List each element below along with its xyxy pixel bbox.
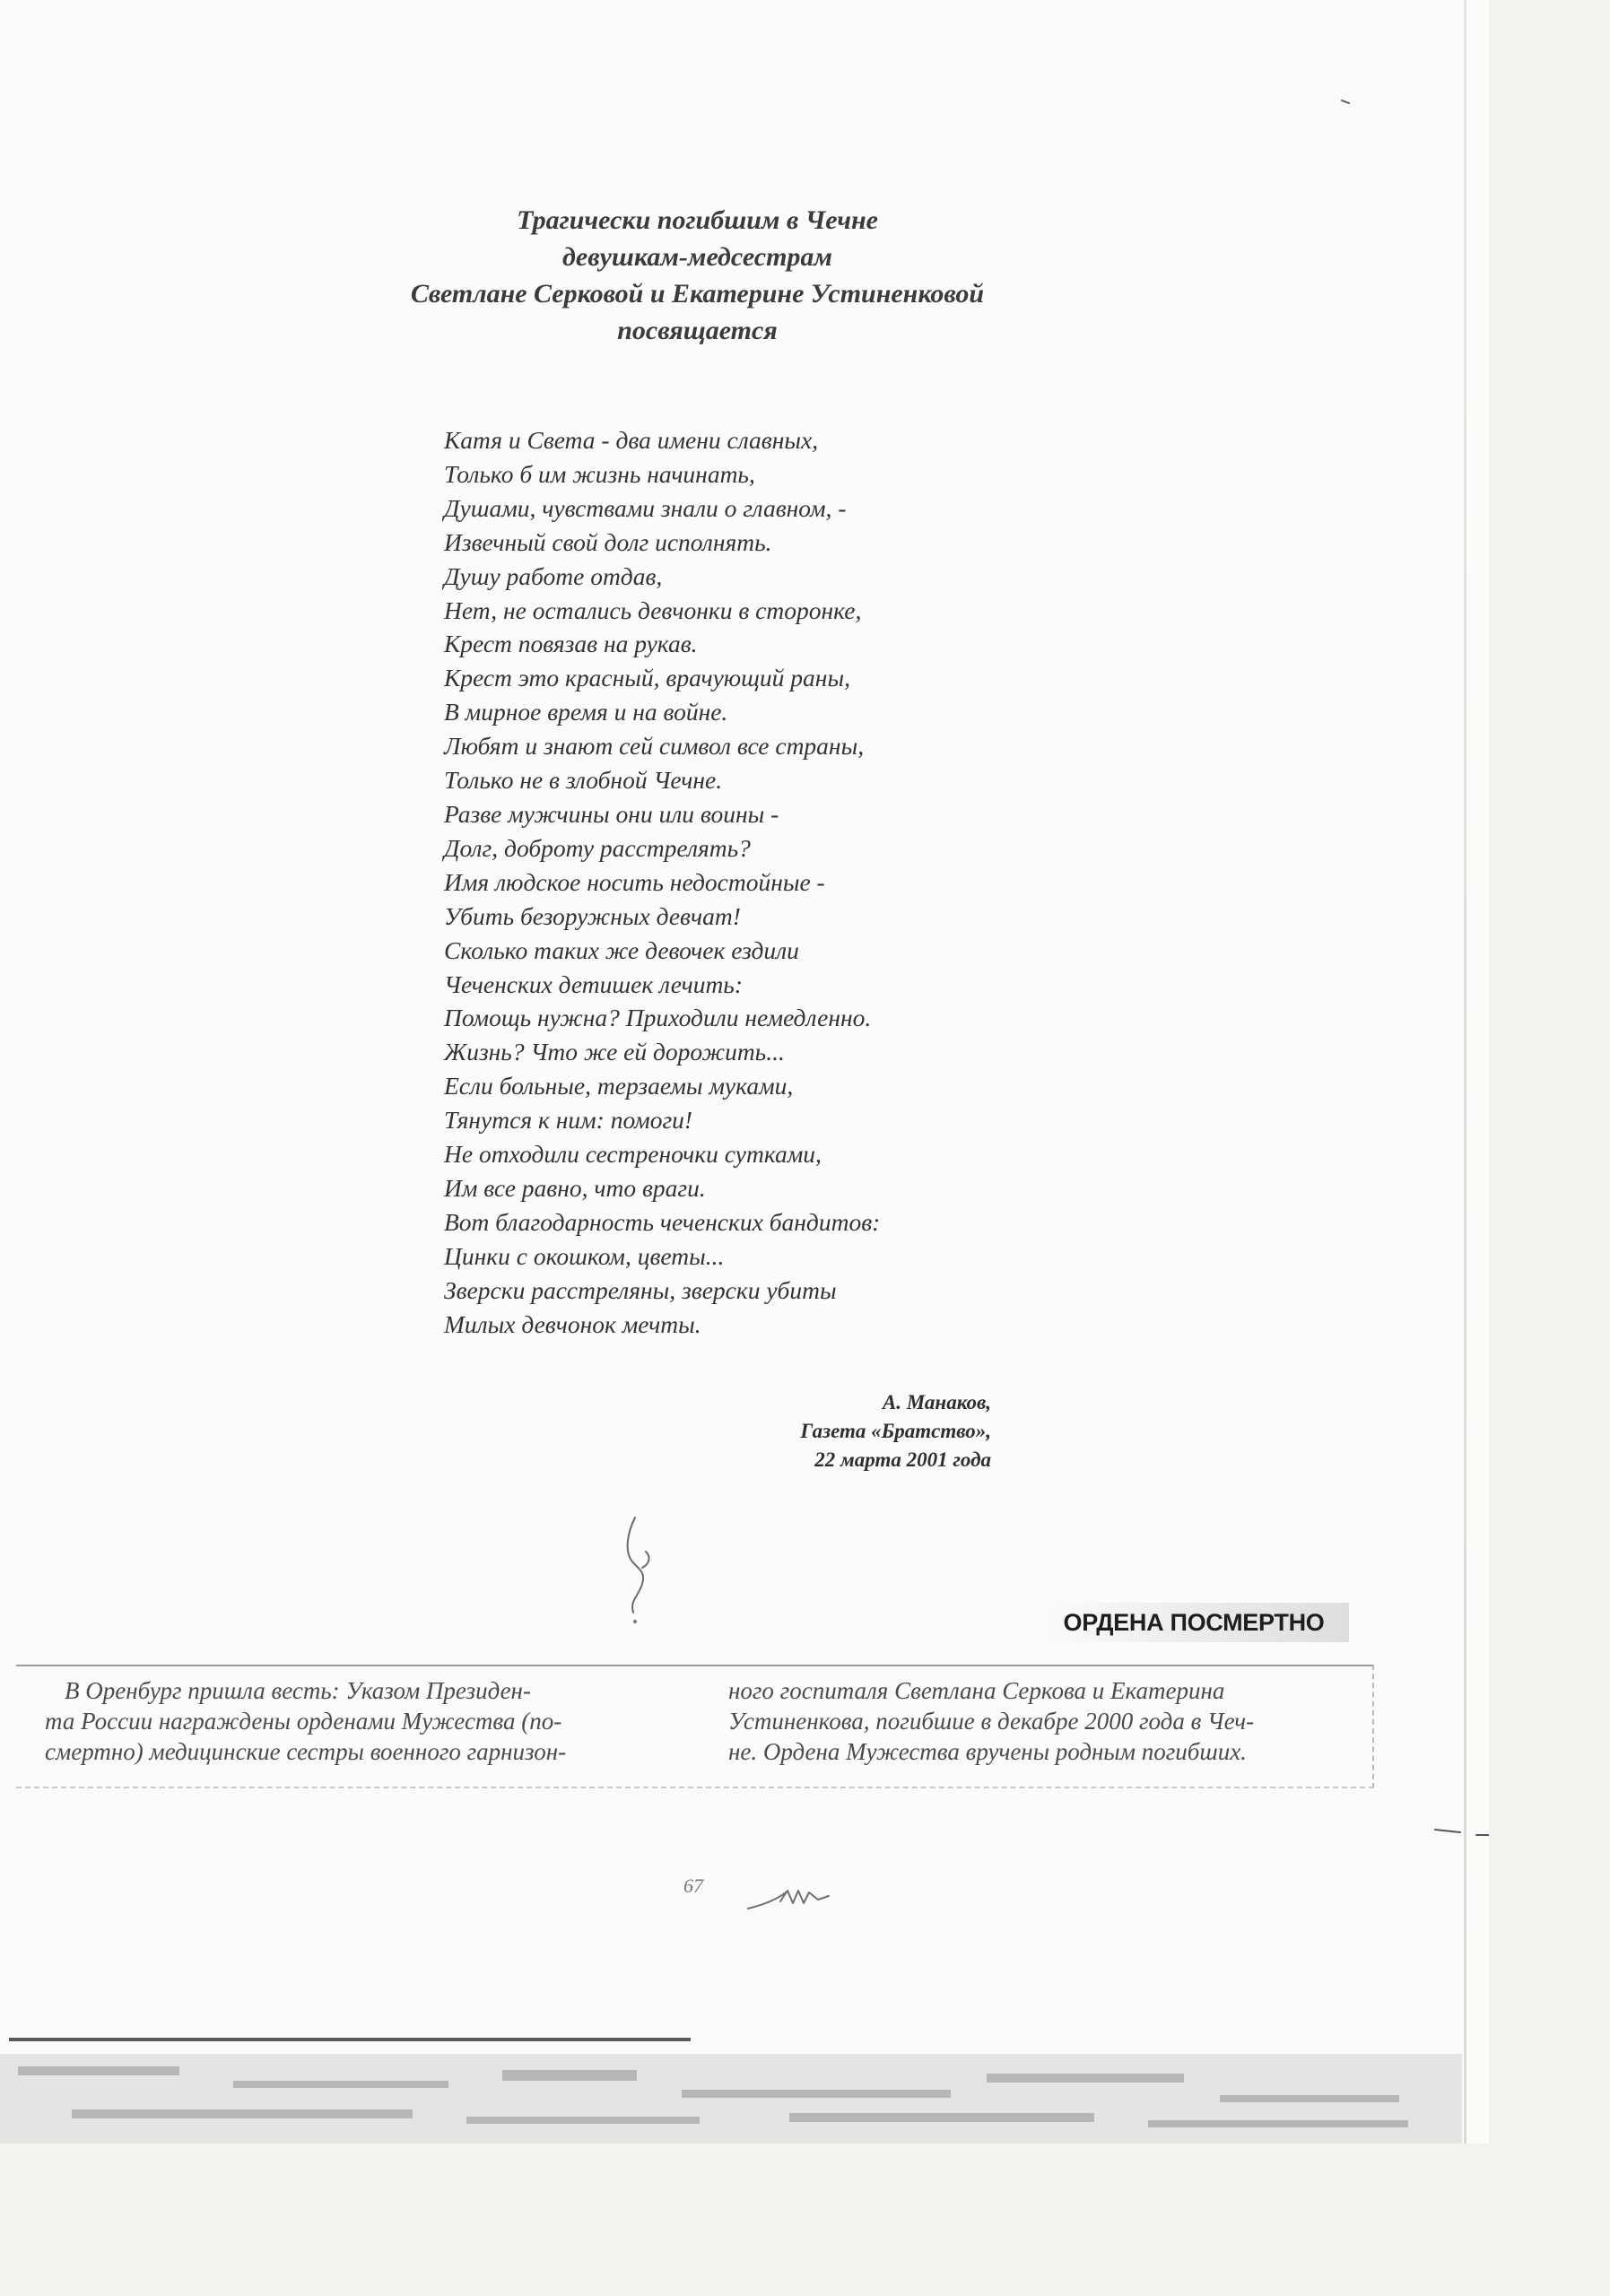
poem-line: Помощь нужна? Приходили немедленно. <box>444 1004 872 1032</box>
clipping-line: Устиненкова, погибшие в декабре 2000 года в Чеч- <box>728 1708 1255 1735</box>
clipping-column-left <box>45 1675 673 1767</box>
poem-line: Разве мужчины они или воины - <box>444 799 779 828</box>
poem-line: Чеченских детишек лечить: <box>444 970 743 998</box>
poem-line: Убить безоружных девчат! <box>444 901 741 930</box>
poem-line: Долг, доброту расстрелять? <box>444 833 751 862</box>
poem-line: В мирное время и на войне. <box>444 698 728 726</box>
clipping-line: ного госпиталя Светлана Серкова и Екатерина <box>728 1677 1225 1704</box>
poem-line: Имя людское носить недостойные - <box>444 867 825 896</box>
page-number: 67 <box>683 1874 703 1897</box>
ink-mark-icon <box>615 1514 660 1631</box>
poem-line: Цинки с окошком, цветы... <box>444 1241 725 1270</box>
dedication-line: Светлане Серковой и Екатерине Устиненковой <box>410 279 985 309</box>
poem-line: Только не в злобной Чечне. <box>444 766 723 795</box>
poem-line: Если больные, терзаемы муками, <box>444 1072 794 1100</box>
clipping-column-right <box>728 1675 1361 1767</box>
poem-line: Сколько таких же девочек ездили <box>444 935 799 964</box>
clipping-line: та России награждены орденами Мужества (по- <box>45 1708 562 1735</box>
clipping-line: В Оренбург пришла весть: Указом Президен- <box>65 1677 531 1704</box>
poem-line: Вот благодарность чеченских бандитов: <box>444 1207 881 1236</box>
poem-line: Зверски расстреляны, зверски убиты <box>444 1275 837 1304</box>
poem-line: Крест повязав на рукав. <box>444 630 698 658</box>
signature-source: Газета «Братство», <box>800 1420 991 1442</box>
dedication-line: девушкам-медсестрам <box>562 242 832 272</box>
poem-line: Душу работе отдав, <box>444 561 663 590</box>
clipping-line: смертно) медицинские сестры военного гарнизон- <box>45 1738 567 1765</box>
poem-signature <box>628 1388 991 1474</box>
poem <box>444 423 1072 1341</box>
signature-date: 22 марта 2001 года <box>814 1448 991 1471</box>
poem-line: Жизнь? Что же ей дорожить... <box>444 1038 785 1066</box>
scan-noise-band <box>0 2027 1462 2144</box>
dedication-line: посвящается <box>617 316 778 345</box>
poem-line: Нет, не остались девчонки в сторонке, <box>444 596 862 624</box>
clipping-line: не. Ордена Мужества вручены родным погибших. <box>728 1738 1247 1765</box>
poem-line: Им все равно, что враги. <box>444 1173 706 1202</box>
scribble-icon <box>744 1882 852 1918</box>
clipping-heading: ОРДЕНА ПОСМЕРТНО <box>1039 1603 1349 1642</box>
poem-line: Не отходили сестреночки сутками, <box>444 1140 822 1169</box>
poem-line: Любят и знают сей символ все страны, <box>444 732 865 761</box>
poem-line: Только б им жизнь начинать, <box>444 459 755 488</box>
poem-line: Милых девчонок мечты. <box>444 1309 701 1338</box>
signature-author: А. Манаков, <box>882 1391 991 1413</box>
poem-line: Тянутся к ним: помоги! <box>444 1106 693 1135</box>
poem-line: Душами, чувствами знали о главном, - <box>444 493 847 522</box>
dedication-heading <box>251 202 1144 349</box>
poem-line: Катя и Света - два имени славных, <box>444 426 819 454</box>
dedication-line: Трагически погибшим в Чечне <box>517 205 878 235</box>
poem-line: Крест это красный, врачующий раны, <box>444 664 850 692</box>
poem-line: Извечный свой долг исполнять. <box>444 527 772 556</box>
